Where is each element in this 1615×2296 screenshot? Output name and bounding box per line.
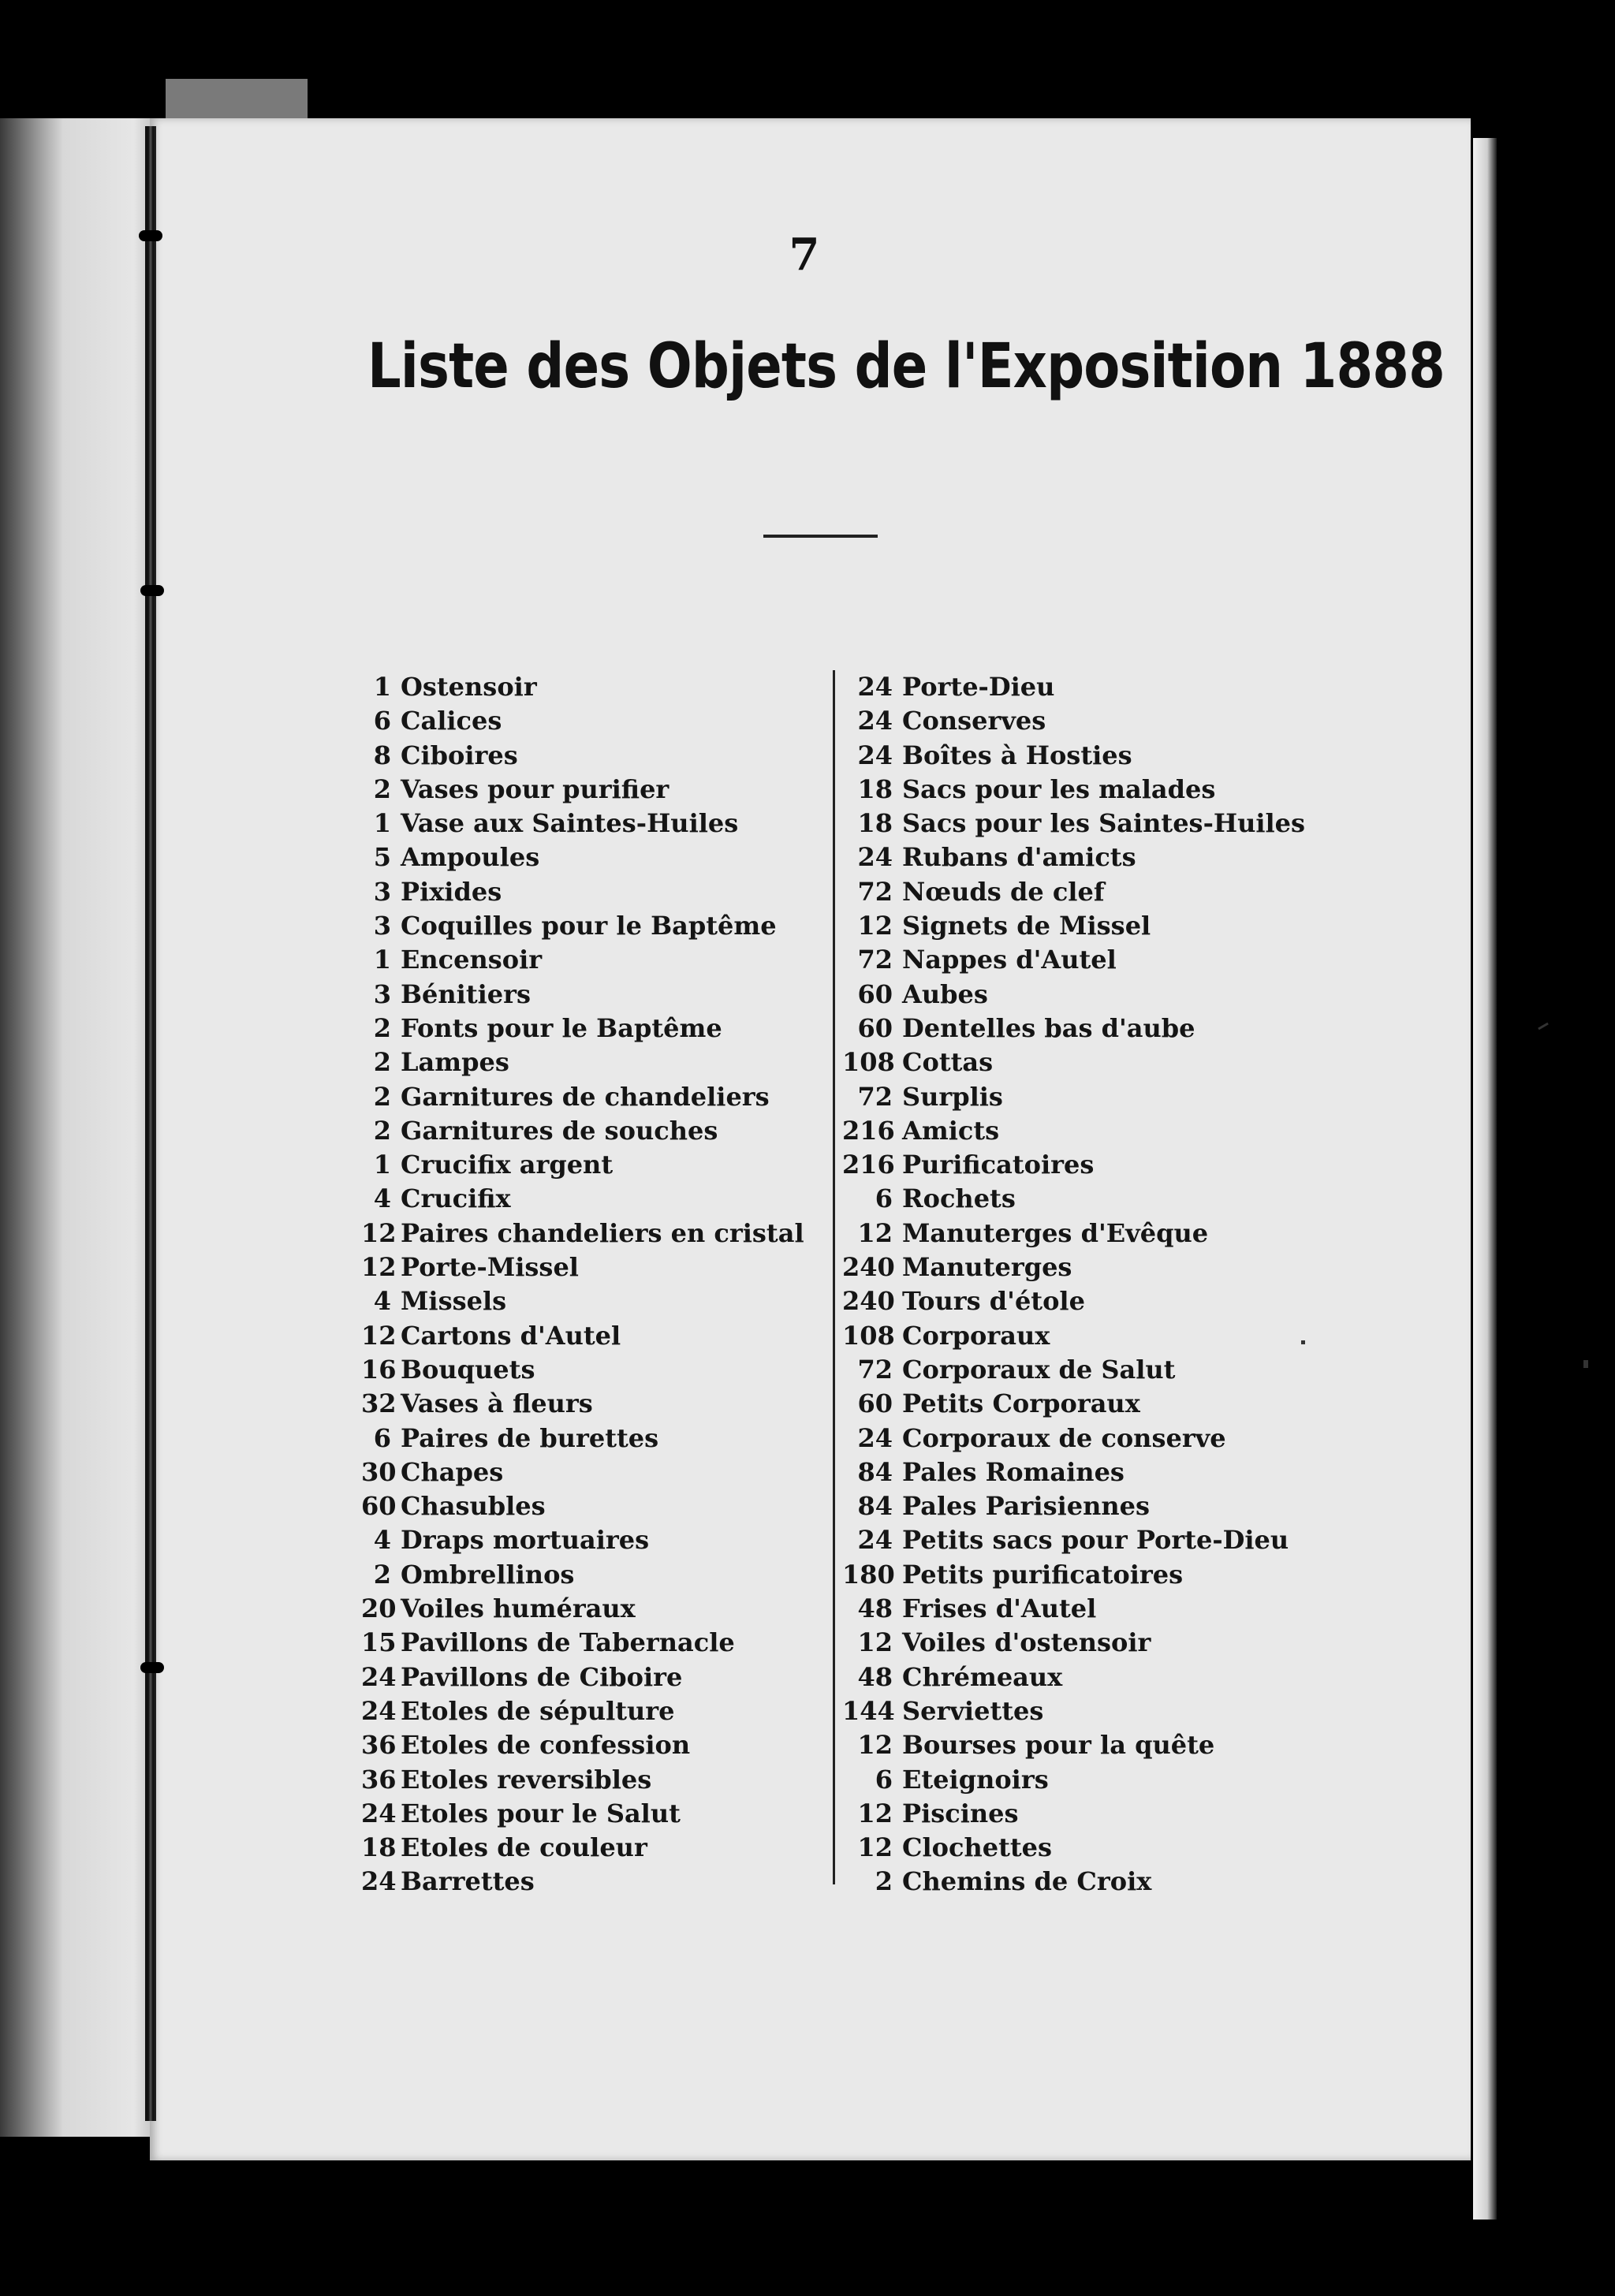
list-item [361, 1558, 811, 1592]
list-item [842, 807, 1315, 840]
item-name: Etoles de confession [401, 1730, 691, 1761]
list-item [361, 1284, 811, 1318]
item-quantity: 4 [373, 1286, 391, 1317]
item-quantity: 6 [875, 1183, 893, 1214]
list-item [842, 1148, 1315, 1182]
item-name: Pales Romaines [902, 1456, 1125, 1487]
item-quantity: 36 [361, 1730, 397, 1761]
list-item [842, 1489, 1315, 1523]
item-name: Clochettes [902, 1832, 1053, 1863]
item-quantity: 15 [361, 1627, 397, 1658]
item-quantity: 2 [373, 1559, 391, 1590]
item-name: Pales Parisiennes [902, 1491, 1150, 1522]
list-item [842, 1046, 1315, 1079]
item-quantity: 12 [857, 1217, 893, 1248]
item-name: Pavillons de Ciboire [401, 1661, 683, 1692]
binding-thread [145, 126, 156, 2121]
list-item [842, 1831, 1315, 1865]
item-name: Tours d'étole [902, 1286, 1085, 1317]
item-name: Chemins de Croix [902, 1866, 1152, 1897]
list-item [361, 1217, 811, 1250]
item-quantity: 2 [875, 1866, 893, 1897]
facing-page-edge [0, 118, 158, 2137]
item-quantity: 24 [361, 1866, 397, 1897]
item-name: Ombrellinos [401, 1559, 575, 1590]
list-item [361, 909, 811, 943]
item-quantity: 72 [857, 876, 893, 907]
item-name: Fonts pour le Baptême [401, 1012, 722, 1043]
item-name: Boîtes à Hosties [902, 740, 1132, 770]
item-quantity: 216 [842, 1115, 895, 1146]
list-item [361, 1387, 811, 1421]
list-item [842, 1592, 1315, 1626]
item-name: Chasubles [401, 1491, 546, 1522]
item-name: Paires chandeliers en cristal [401, 1217, 804, 1248]
list-item [361, 739, 811, 773]
item-quantity: 144 [842, 1695, 895, 1726]
item-name: Sacs pour les malades [902, 773, 1216, 804]
item-quantity: 4 [373, 1183, 391, 1214]
list-item [361, 1797, 811, 1831]
item-quantity: 2 [373, 1115, 391, 1146]
item-name: Calices [401, 706, 502, 736]
list-item [842, 1319, 1315, 1353]
item-quantity: 3 [373, 978, 391, 1009]
item-name: Draps mortuaires [401, 1525, 650, 1556]
item-quantity: 16 [361, 1354, 397, 1385]
item-quantity: 24 [857, 1525, 893, 1556]
item-quantity: 180 [842, 1559, 895, 1590]
item-name: Conserves [902, 706, 1046, 736]
item-quantity: 12 [361, 1252, 397, 1283]
list-item [842, 1114, 1315, 1148]
item-name: Ampoules [401, 842, 540, 873]
item-name: Nappes d'Autel [902, 945, 1117, 975]
title-underline-rule [763, 535, 878, 538]
item-quantity: 72 [857, 1081, 893, 1112]
item-name: Dentelles bas d'aube [902, 1012, 1195, 1043]
item-quantity: 3 [373, 876, 391, 907]
item-name: Frises d'Autel [902, 1593, 1097, 1624]
item-name: Garnitures de souches [401, 1115, 718, 1146]
item-name: Coquilles pour le Baptême [401, 911, 777, 941]
list-item [361, 1694, 811, 1728]
item-name: Chrémeaux [902, 1661, 1063, 1692]
list-item [361, 840, 811, 874]
list-item [361, 1456, 811, 1489]
item-quantity: 12 [361, 1320, 397, 1351]
page-title: Liste des Objets de l'Exposition 1888 [367, 331, 1445, 402]
item-quantity: 24 [361, 1798, 397, 1828]
paper-speck [1538, 1023, 1549, 1031]
item-quantity: 20 [361, 1593, 397, 1624]
item-quantity: 24 [857, 842, 893, 873]
item-name: Missels [401, 1286, 507, 1317]
item-name: Etoles reversibles [401, 1764, 652, 1795]
item-quantity: 6 [373, 1422, 391, 1453]
list-item [842, 1353, 1315, 1387]
list-item [842, 1422, 1315, 1456]
item-quantity: 24 [857, 672, 893, 702]
item-name: Rochets [902, 1183, 1016, 1214]
item-quantity: 30 [361, 1456, 397, 1487]
item-quantity: 216 [842, 1150, 895, 1180]
list-item [361, 1626, 811, 1660]
item-name: Cottas [902, 1047, 994, 1078]
list-item [361, 773, 811, 807]
page-number: 7 [789, 229, 820, 281]
binding-knot [140, 585, 164, 596]
column-divider [833, 670, 835, 1884]
item-name: Sacs pour les Saintes-Huiles [902, 808, 1306, 839]
list-item [361, 1250, 811, 1284]
item-quantity: 6 [875, 1764, 893, 1795]
item-name: Encensoir [401, 945, 543, 975]
list-item [361, 1831, 811, 1865]
list-item [842, 773, 1315, 807]
item-quantity: 60 [857, 978, 893, 1009]
item-name: Porte-Dieu [902, 672, 1055, 702]
item-quantity: 24 [857, 706, 893, 736]
item-name: Etoles pour le Salut [401, 1798, 681, 1828]
list-item [361, 704, 811, 738]
item-name: Bouquets [401, 1354, 535, 1385]
left-item-column [361, 670, 811, 1899]
item-name: Ostensoir [401, 672, 537, 702]
item-name: Aubes [902, 978, 988, 1009]
right-item-column [842, 670, 1315, 1899]
item-quantity: 8 [373, 740, 391, 770]
item-name: Manuterges [902, 1252, 1072, 1283]
item-quantity: 72 [857, 1354, 893, 1385]
item-name: Serviettes [902, 1695, 1044, 1726]
list-item [842, 670, 1315, 704]
binding-strip [166, 79, 308, 118]
list-item [361, 1080, 811, 1114]
list-item [361, 1182, 811, 1216]
list-item [361, 1012, 811, 1046]
item-name: Vases à fleurs [401, 1388, 593, 1419]
list-item [361, 943, 811, 977]
item-name: Paires de burettes [401, 1422, 659, 1453]
item-name: Piscines [902, 1798, 1019, 1828]
item-quantity: 3 [373, 911, 391, 941]
item-name: Eteignoirs [902, 1764, 1049, 1795]
item-quantity: 24 [857, 1422, 893, 1453]
item-quantity: 240 [842, 1252, 895, 1283]
page-edge-shadow [1473, 138, 1497, 2220]
item-name: Rubans d'amicts [902, 842, 1136, 873]
binding-knot [140, 1662, 164, 1673]
list-item [361, 1660, 811, 1694]
item-quantity: 2 [373, 773, 391, 804]
list-item [842, 1080, 1315, 1114]
list-item [361, 1728, 811, 1762]
item-quantity: 1 [373, 808, 391, 839]
item-quantity: 24 [361, 1661, 397, 1692]
paper-speck [1583, 1360, 1588, 1368]
list-item [842, 1694, 1315, 1728]
list-item [842, 1558, 1315, 1592]
item-quantity: 108 [842, 1320, 895, 1351]
item-quantity: 6 [373, 706, 391, 736]
list-item [842, 1626, 1315, 1660]
item-name: Crucifix [401, 1183, 511, 1214]
list-item [361, 1592, 811, 1626]
item-quantity: 2 [373, 1047, 391, 1078]
item-name: Chapes [401, 1456, 504, 1487]
item-name: Manuterges d'Evêque [902, 1217, 1209, 1248]
list-item [842, 1284, 1315, 1318]
list-item [842, 1182, 1315, 1216]
list-item [361, 1353, 811, 1387]
list-item [361, 1763, 811, 1797]
item-quantity: 84 [857, 1456, 893, 1487]
item-name: Amicts [902, 1115, 1000, 1146]
item-quantity: 12 [857, 1627, 893, 1658]
list-item [842, 739, 1315, 773]
item-quantity: 4 [373, 1525, 391, 1556]
list-item [361, 1148, 811, 1182]
item-name: Voiles d'ostensoir [902, 1627, 1151, 1658]
item-name: Pixides [401, 876, 502, 907]
item-name: Cartons d'Autel [401, 1320, 621, 1351]
item-name: Garnitures de chandeliers [401, 1081, 770, 1112]
item-name: Bénitiers [401, 978, 531, 1009]
list-item [842, 1387, 1315, 1421]
item-name: Corporaux de Salut [902, 1354, 1176, 1385]
list-item [361, 670, 811, 704]
item-quantity: 24 [361, 1695, 397, 1726]
item-quantity: 32 [361, 1388, 397, 1419]
item-name: Vase aux Saintes-Huiles [401, 808, 739, 839]
binding-knot [139, 230, 162, 241]
item-quantity: 18 [361, 1832, 397, 1863]
item-quantity: 5 [373, 842, 391, 873]
list-item [361, 1319, 811, 1353]
list-item [842, 1250, 1315, 1284]
item-name: Nœuds de clef [902, 876, 1105, 907]
item-quantity: 48 [857, 1661, 893, 1692]
item-name: Lampes [401, 1047, 509, 1078]
item-name: Corporaux [902, 1320, 1050, 1351]
item-quantity: 60 [857, 1012, 893, 1043]
item-quantity: 12 [857, 1798, 893, 1828]
item-quantity: 1 [373, 1150, 391, 1180]
item-name: Petits sacs pour Porte-Dieu [902, 1525, 1289, 1556]
list-item [842, 978, 1315, 1012]
list-item [842, 1217, 1315, 1250]
item-quantity: 84 [857, 1491, 893, 1522]
item-quantity: 12 [361, 1217, 397, 1248]
list-item [842, 840, 1315, 874]
item-name: Bourses pour la quête [902, 1730, 1215, 1761]
item-name: Etoles de sépulture [401, 1695, 675, 1726]
item-quantity: 240 [842, 1286, 895, 1317]
item-quantity: 60 [857, 1388, 893, 1419]
item-quantity: 12 [857, 911, 893, 941]
list-item [361, 1523, 811, 1557]
item-name: Ciboires [401, 740, 518, 770]
list-item [361, 1865, 811, 1899]
list-item [842, 1456, 1315, 1489]
item-name: Purificatoires [902, 1150, 1095, 1180]
list-item [842, 1012, 1315, 1046]
item-name: Porte-Missel [401, 1252, 579, 1283]
list-item [842, 1763, 1315, 1797]
item-quantity: 18 [857, 773, 893, 804]
item-name: Vases pour purifier [401, 773, 669, 804]
item-name: Crucifix argent [401, 1150, 614, 1180]
item-name: Pavillons de Tabernacle [401, 1627, 735, 1658]
item-quantity: 60 [361, 1491, 397, 1522]
list-item [361, 807, 811, 840]
list-item [842, 1660, 1315, 1694]
item-quantity: 48 [857, 1593, 893, 1624]
list-item [842, 1797, 1315, 1831]
list-item [842, 909, 1315, 943]
list-item [842, 943, 1315, 977]
item-quantity: 72 [857, 945, 893, 975]
item-name: Signets de Missel [902, 911, 1151, 941]
list-item [361, 978, 811, 1012]
list-item [842, 1523, 1315, 1557]
item-quantity: 36 [361, 1764, 397, 1795]
item-quantity: 1 [373, 672, 391, 702]
list-item [842, 704, 1315, 738]
item-name: Petits Corporaux [902, 1388, 1140, 1419]
list-item [361, 875, 811, 909]
item-name: Petits purificatoires [902, 1559, 1184, 1590]
item-name: Surplis [902, 1081, 1003, 1112]
item-quantity: 12 [857, 1730, 893, 1761]
item-name: Etoles de couleur [401, 1832, 647, 1863]
list-item [361, 1489, 811, 1523]
list-item [361, 1114, 811, 1148]
list-item [842, 1865, 1315, 1899]
item-name: Barrettes [401, 1866, 535, 1897]
paper-speck [1301, 1340, 1305, 1344]
list-item [842, 875, 1315, 909]
item-quantity: 108 [842, 1047, 895, 1078]
list-item [361, 1046, 811, 1079]
item-quantity: 1 [373, 945, 391, 975]
list-item [361, 1422, 811, 1456]
item-quantity: 18 [857, 808, 893, 839]
list-item [842, 1728, 1315, 1762]
item-quantity: 24 [857, 740, 893, 770]
item-quantity: 2 [373, 1012, 391, 1043]
item-name: Corporaux de conserve [902, 1422, 1226, 1453]
item-quantity: 12 [857, 1832, 893, 1863]
item-quantity: 2 [373, 1081, 391, 1112]
item-name: Voiles huméraux [401, 1593, 636, 1624]
